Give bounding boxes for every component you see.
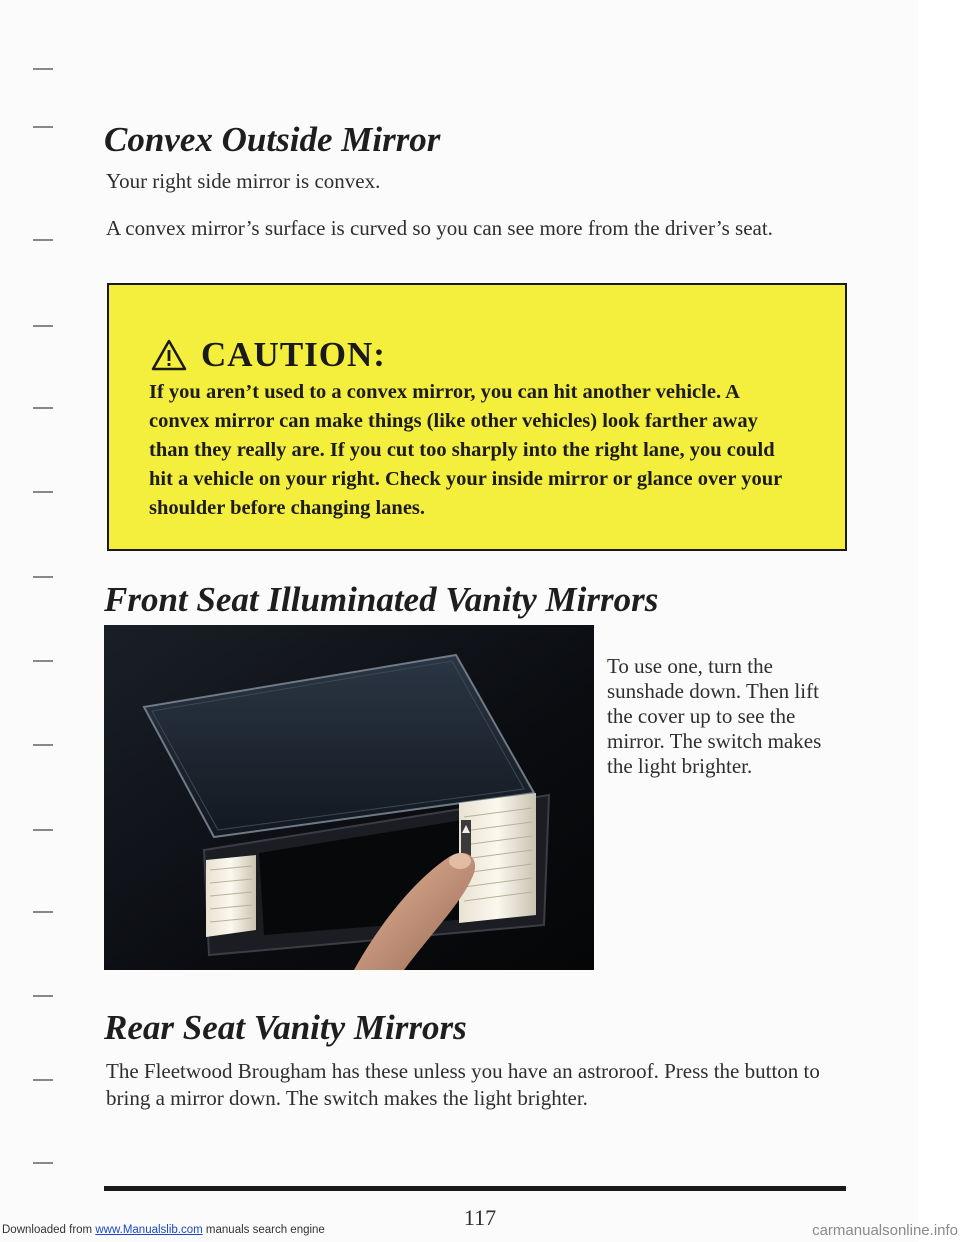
manualslib-link[interactable]: www.Manualslib.com [95,1224,203,1236]
margin-mark [33,239,53,241]
front-vanity-text: To use one, turn the sunshade down. Then lift the cover up to see the mirror. The switch makes the light brighter. [607,654,822,778]
section-heading-front-vanity: Front Seat Illuminated Vanity Mirrors [104,580,659,619]
page-number: 117 [463,1205,497,1230]
footer-rule [104,1186,846,1191]
margin-mark [33,576,53,578]
margin-mark [33,1079,53,1081]
section-heading-rear-vanity: Rear Seat Vanity Mirrors [104,1008,467,1047]
margin-mark [33,68,53,70]
margin-mark [33,660,53,662]
page-margin [918,0,960,1242]
section-heading-convex-mirror: Convex Outside Mirror [104,120,441,159]
site-watermark: carmanualsonline.info [812,1222,958,1239]
margin-mark [33,325,53,327]
rear-vanity-text: The Fleetwood Brougham has these unless you have an astroroof. Press the button to bring a mirror down. The switch makes the light brighter. [106,1059,820,1110]
watermark-prefix: Downloaded from [2,1224,93,1236]
caution-box [107,283,847,551]
margin-mark [33,126,53,128]
warning-triangle-icon [151,339,187,371]
watermark-suffix: manuals search engine [205,1224,325,1236]
margin-mark [33,995,53,997]
margin-mark [33,491,53,493]
margin-mark [33,829,53,831]
caution-header [151,335,386,375]
paragraph-convex-2: A convex mirror’s surface is curved so you can see more from the driver’s seat. [106,216,773,240]
margin-mark [33,1162,53,1164]
paragraph-convex-1: Your right side mirror is convex. [106,169,381,193]
margin-mark [33,911,53,913]
caution-label: CAUTION: [201,335,386,374]
margin-mark [33,744,53,746]
margin-mark [33,407,53,409]
download-watermark [2,1224,325,1236]
caution-text: If you aren’t used to a convex mirror, you can hit another vehicle. A convex mirror can make things (like other vehicles) look farther away than they really are. If you cut too sharply into the right lane, you could hit a vehicle on your right. Check your inside mirror or glance over your shoulder before changing lanes. [149,380,782,519]
vanity-mirror-photo [104,625,594,970]
